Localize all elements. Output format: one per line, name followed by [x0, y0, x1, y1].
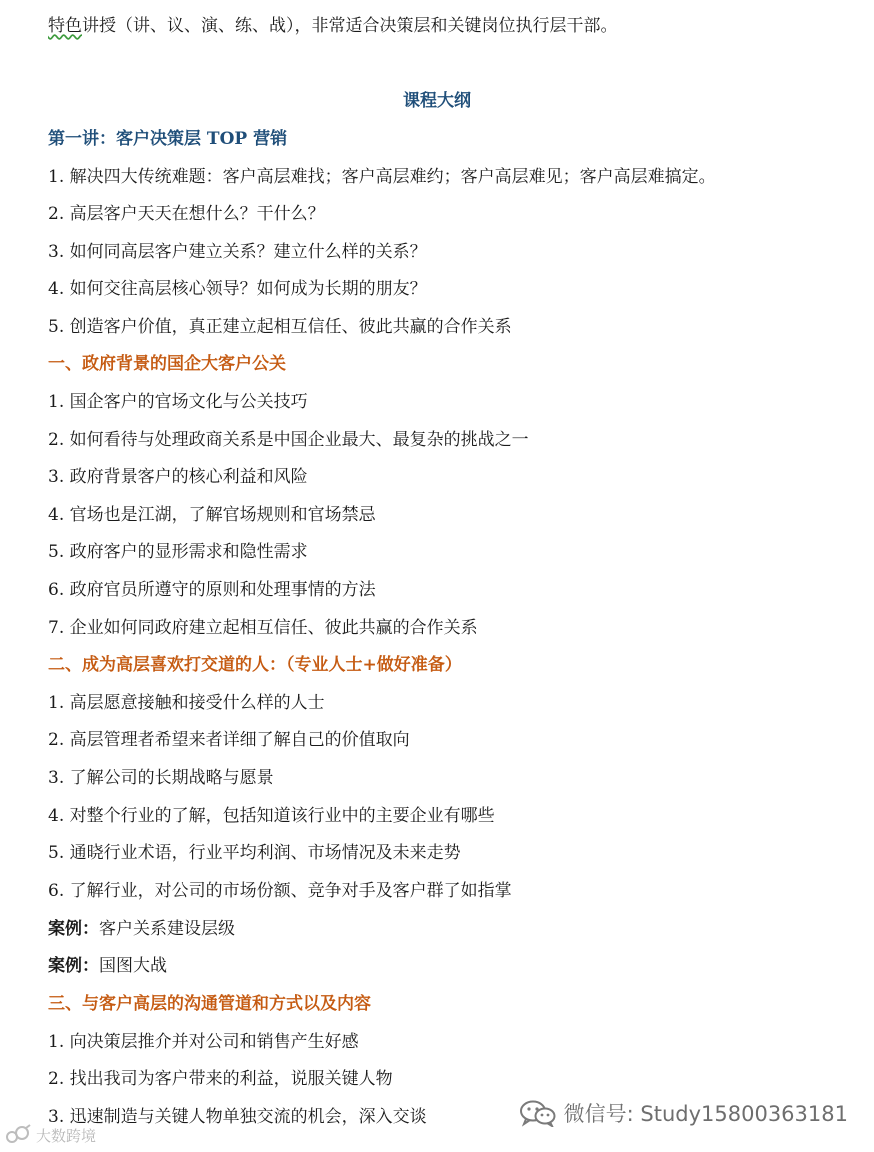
list-item: 4. 对整个行业的了解，包括知道该行业中的主要企业有哪些 [48, 806, 495, 826]
list-item: 5. 创造客户价值，真正建立起相互信任、彼此共赢的合作关系 [48, 317, 512, 337]
section2-heading: 二、成为高层喜欢打交道的人：（专业人士+做好准备） [48, 655, 462, 675]
section3-heading: 三、与客户高层的沟通管道和方式以及内容 [48, 994, 371, 1014]
case-line [48, 918, 864, 940]
lecture1-heading: 第一讲：客户决策层 TOP 营销 [48, 129, 288, 149]
list-item: 1. 向决策层推介并对公司和销售产生好感 [48, 1032, 359, 1052]
list-item: 2. 如何看待与处理政商关系是中国企业最大、最复杂的挑战之一 [48, 430, 529, 450]
intro-paragraph [48, 15, 864, 37]
wechat-watermark [518, 1098, 848, 1128]
intro-underlined-word: 特色 [48, 16, 82, 36]
list-item: 4. 如何交往高层核心领导？如何成为长期的朋友？ [48, 279, 427, 299]
list-item: 2. 找出我司为客户带来的利益，说服关键人物 [48, 1069, 393, 1089]
list-item: 2. 高层管理者希望来者详细了解自己的价值取向 [48, 730, 410, 750]
brand-watermark [6, 1124, 96, 1146]
list-item: 1. 解决四大传统难题：客户高层难找；客户高层难约；客户高层难见；客户高层难搞定。 [48, 167, 716, 187]
list-item: 2. 高层客户天天在想什么？干什么？ [48, 204, 325, 224]
list-item: 3. 迅速制造与关键人物单独交流的机会，深入交谈 [48, 1107, 427, 1127]
list-item: 1. 国企客户的官场文化与公关技巧 [48, 392, 308, 412]
outline-title: 课程大纲 [403, 91, 471, 111]
list-item: 3. 了解公司的长期战略与愿景 [48, 768, 274, 788]
wechat-icon [518, 1099, 558, 1127]
brand-watermark-text: 大数跨境 [36, 1126, 97, 1145]
case-line [48, 955, 864, 977]
list-item: 7. 企业如何同政府建立起相互信任、彼此共赢的合作关系 [48, 618, 478, 638]
list-item: 6. 政府官员所遵守的原则和处理事情的方法 [48, 580, 376, 600]
case-label: 案例： [48, 919, 99, 939]
list-item: 5. 政府客户的显形需求和隐性需求 [48, 542, 308, 562]
brand-logo-icon [6, 1124, 32, 1146]
list-item: 3. 政府背景客户的核心利益和风险 [48, 467, 308, 487]
list-item: 5. 通晓行业术语，行业平均利润、市场情况及未来走势 [48, 843, 461, 863]
case-text: 客户关系建设层级 [99, 919, 235, 939]
wechat-id-text: 微信号: Study15800363181 [563, 1102, 848, 1126]
intro-text: 讲授（讲、议、演、练、战），非常适合决策层和关键岗位执行层干部。 [82, 16, 618, 36]
list-item: 1. 高层愿意接触和接受什么样的人士 [48, 693, 325, 713]
list-item: 3. 如何同高层客户建立关系？建立什么样的关系？ [48, 242, 427, 262]
case-label: 案例： [48, 956, 99, 976]
list-item: 6. 了解行业，对公司的市场份额、竞争对手及客户群了如指掌 [48, 881, 512, 901]
list-item: 4. 官场也是江湖，了解官场规则和官场禁忌 [48, 505, 376, 525]
section1-heading: 一、政府背景的国企大客户公关 [48, 354, 286, 374]
case-text: 国图大战 [99, 956, 167, 976]
